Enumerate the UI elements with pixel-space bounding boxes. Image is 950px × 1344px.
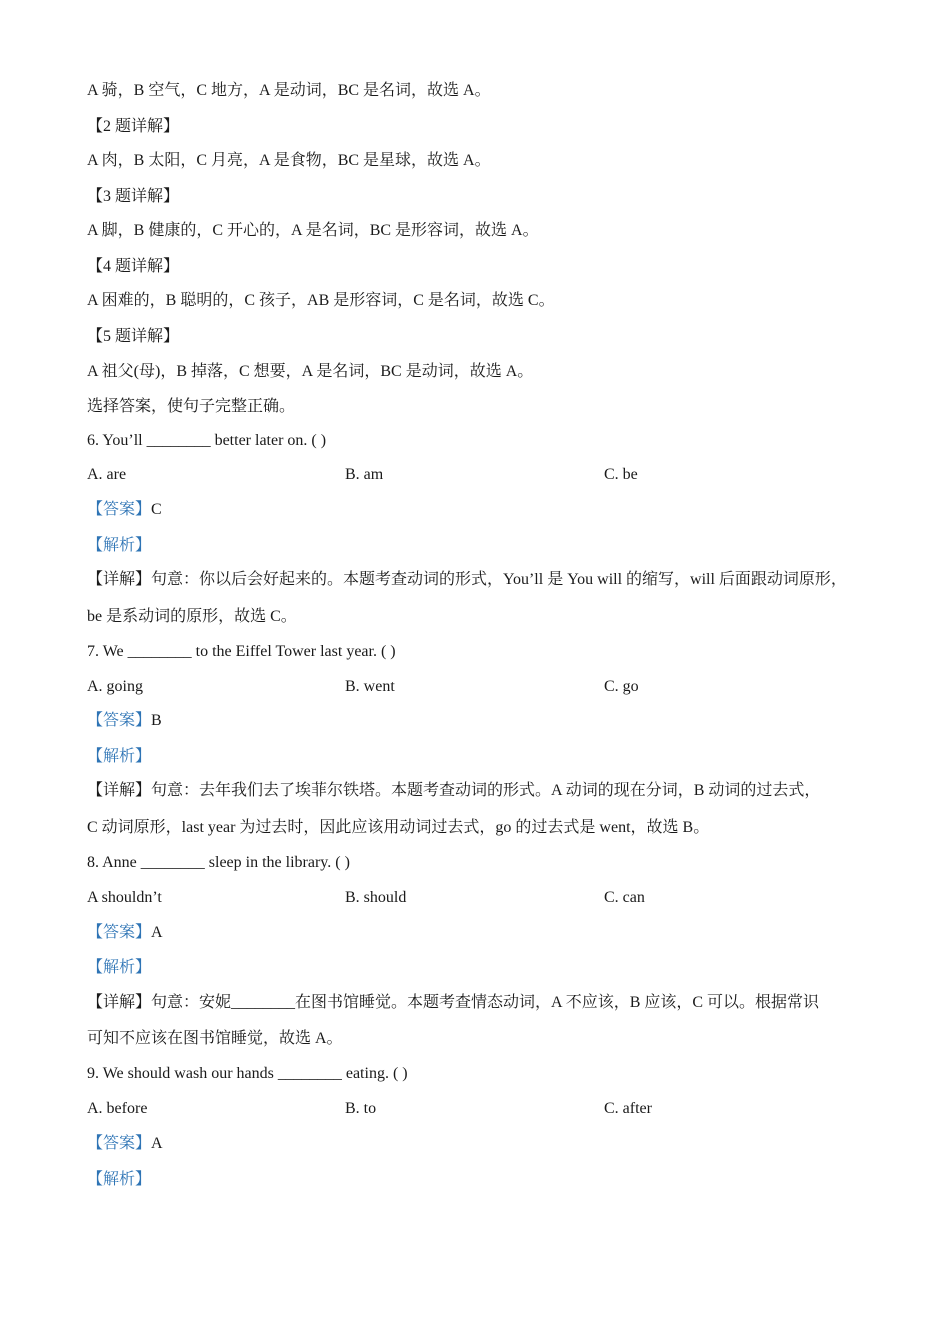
q8-stem: 8. Anne ________ sleep in the library. ( ) — [87, 854, 350, 871]
q2-explanation: A 肉，B 太阳，C 月亮，A 是食物，BC 是星球，故选 A。 — [87, 152, 491, 169]
answer-value: C — [151, 501, 162, 518]
q2-detail-label: 【2 题详解】 — [87, 118, 180, 135]
q6-option-a: A. are — [87, 466, 127, 483]
q8-option-b: B. should — [345, 889, 407, 906]
q8-option-c: C. can — [604, 889, 645, 906]
q8-analysis-label: 【解析】 — [87, 959, 152, 976]
q9-analysis-label: 【解析】 — [87, 1171, 152, 1188]
q7-option-c: C. go — [604, 678, 639, 695]
q7-detail-line2: C 动词原形，last year 为过去时，因此应该用动词过去式，go 的过去式是 went，故选 B。 — [87, 819, 710, 836]
q9-answer — [87, 1133, 163, 1155]
detail-text: 句意：安妮________在图书馆睡觉。本题考查情态动词，A 不应该，B 应该，C 可以。根据常识 — [151, 994, 820, 1011]
answer-value: A — [151, 924, 163, 941]
q7-option-b: B. went — [345, 678, 395, 695]
q8-detail-line1 — [87, 992, 819, 1014]
q7-analysis-label: 【解析】 — [87, 748, 152, 765]
q4-explanation: A 困难的，B 聪明的，C 孩子，AB 是形容词，C 是名词，故选 C。 — [87, 292, 555, 309]
q6-option-b: B. am — [345, 466, 384, 483]
q5-explanation: A 祖父(母)，B 掉落，C 想要，A 是名词，BC 是动词，故选 A。 — [87, 363, 534, 380]
answer-value: A — [151, 1135, 163, 1152]
q6-detail-line1 — [87, 569, 847, 591]
detail-text: 句意：你以后会好起来的。本题考查动词的形式，You’ll 是 You will 的缩写，will 后面跟动词原形， — [151, 571, 847, 588]
q9-option-b: B. to — [345, 1100, 377, 1117]
answer-label: 【答案】 — [87, 712, 152, 729]
q9-option-c: C. after — [604, 1100, 652, 1117]
q8-answer — [87, 922, 163, 944]
q8-detail-line2: 可知不应该在图书馆睡觉，故选 A。 — [87, 1030, 343, 1047]
answer-label: 【答案】 — [87, 924, 152, 941]
q7-stem: 7. We ________ to the Eiffel Tower last year. ( ) — [87, 643, 396, 660]
q9-option-a: A. before — [87, 1100, 148, 1117]
answer-value: B — [151, 712, 162, 729]
q7-answer — [87, 710, 162, 732]
q5-detail-label: 【5 题详解】 — [87, 328, 180, 345]
detail-label: 【详解】 — [87, 994, 152, 1011]
answer-label: 【答案】 — [87, 501, 152, 518]
q7-option-a: A. going — [87, 678, 143, 695]
q6-stem: 6. You’ll ________ better later on. ( ) — [87, 432, 327, 449]
section-title: 选择答案，使句子完整正确。 — [87, 398, 296, 415]
q3-explanation: A 脚，B 健康的，C 开心的，A 是名词，BC 是形容词，故选 A。 — [87, 222, 539, 239]
answer-label: 【答案】 — [87, 1135, 152, 1152]
detail-label: 【详解】 — [87, 571, 152, 588]
q7-detail-line1 — [87, 780, 820, 802]
q6-detail-line2: be 是系动词的原形，故选 C。 — [87, 608, 297, 625]
q6-analysis-label: 【解析】 — [87, 537, 152, 554]
q3-detail-label: 【3 题详解】 — [87, 188, 180, 205]
detail-text: 句意：去年我们去了埃菲尔铁塔。本题考查动词的形式。A 动词的现在分词，B 动词的过去式， — [151, 782, 821, 799]
q6-answer — [87, 499, 162, 521]
q4-detail-label: 【4 题详解】 — [87, 258, 180, 275]
q9-stem: 9. We should wash our hands ________ eating. ( ) — [87, 1065, 408, 1082]
q8-option-a: A shouldn’t — [87, 889, 162, 906]
q6-option-c: C. be — [604, 466, 638, 483]
detail-label: 【详解】 — [87, 782, 152, 799]
q1-explanation: A 骑，B 空气，C 地方，A 是动词，BC 是名词，故选 A。 — [87, 82, 491, 99]
